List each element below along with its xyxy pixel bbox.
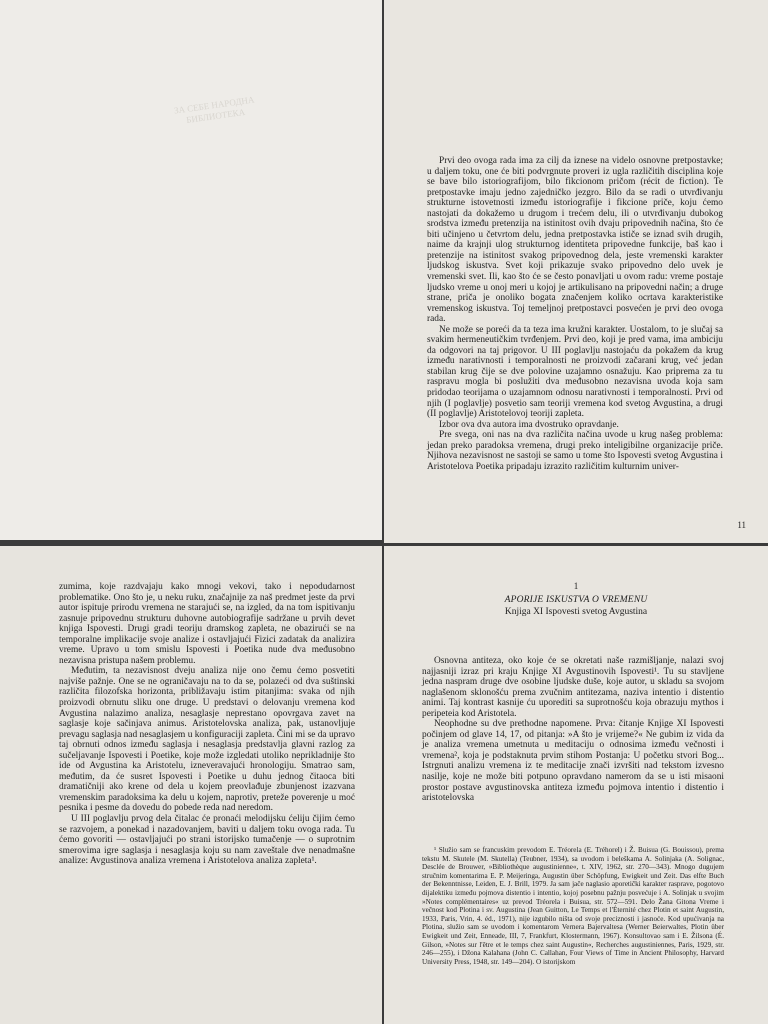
footnote	[422, 846, 724, 966]
blank-page	[0, 0, 382, 540]
paragraph: Međutim, ta nezavisnost dveju analiza nije ono čemu ćemo posvetiti najviše pažnje. One se ne ograničavaju na to da se, polazeći od dva suštinski različita filozofska horizonta, približavaju istim pitanjima: svaka od njih proizvodi obrnutu sliku one druge. U predstavi o delovanju vremena kod Avgustina nalazimo analiza, nesaglasje neprestano opovrgava zavet na saglasje koje sačinjava animus. Aristotelovska analiza, pak, ustanovljuje prevagu saglasja nad nesaglasjem u konfiguraciji zapleta. Čini mi se da upravo taj obrnuti odnos između saglasja i nesaglasja predstavlja glavni razlog za sučeljavanje Ispovesti i Poetike, koje može izgledati utoliko neprikladnije što ide od Avgustina ka Aristotelu, izneveravajući hronologiju. Smatrao sam, međutim, da će susret Ispovesti i Poetike u duhu jednog čitaoca biti dramatičniji ako krene od dela u kojem preovlađuje zbunjenost izazvana vremenskim paradoksima ka delu u kojem, naprotiv, preteže poverenje u moć pesnika i pesme da dovedu do pobede reda nad neredom.	[59, 666, 355, 814]
chapter-number: 1	[573, 581, 579, 591]
paragraph: Osnovna antiteza, oko koje će se okretati naše razmišljanje, nalazi svoj najjasniji izraz pri kraju Knjige XI Avgustinovih Ispovesti¹. Tu su stavljene jedna naspram druge dve osobine ljudske duše, koje autor, u skladu sa svojom naglašenom sklonošću prema zvučnim antitezama, naziva intentio i distentio animi. Taj kontrast kasnije ću uporediti sa suprotnošću koja obrazuju mythos i peripeteia kod Aristotela.	[422, 656, 724, 719]
paragraph: U III poglavlju prvog dela čitalac će pronaći melodijsku ćeliju čijim ćemo se razvojem, a ponekad i nazadovanjem, baviti u daljem toku ovoga rada. Tu ćemo govoriti — ostavljajući po strani istorijsko tumačenje — o suprotnim smerovima igre saglasja i nesaglasja koju su nam zaveštale dve nenadmašne analize: Avgustinova analiza vremena i Aristotelova analiza zapleta¹.	[59, 814, 355, 867]
page-12	[0, 546, 382, 1024]
page-11-body	[427, 156, 723, 472]
paragraph: Neophodne su dve prethodne napomene. Prva: čitanje Knjige XI Ispovesti počinjem od glave 14, 17, od pitanja: »A što je vrijeme?« Ne gubim iz vida da je analiza vremena umetnuta u meditaciju o odnosima između večnosti i vremena², koja je podstaknuta prvim stihom Postanja: U početku stvori Bog... Istrgnuti analizu vremena iz te meditacije znači izvršiti nad tekstom izvesno nasilje, koje ne može biti potpuno opravdano namerom da se u isti misaoni prostor postave avgustinovska antiteza između pojmova intentio i distentio i aristotelovska	[422, 719, 724, 804]
footnote-text: ¹ Služio sam se francuskim prevodom E. Tréorela (E. Tréhorel) i Ž. Buisua (G. Bouissou), prema tekstu M. Skutele (M. Skutella) (Teubner, 1934), sa uvodom i beleškama A. Solinjaka (A. Solignac, Desclée de Brouwer, »Bibliothèque augustinienne«, t. XIV, 1962, str. 270—343). Mnogo dugujem stručnim komentarima E. P. Meijeringa, Augustin über Schöpfung, Ewigkeit und Zeit. Das elfte Buch der Bekenntnisse, Leiden, E. J. Brill, 1979. Ja sam jače naglasio aporetički karakter rasprave, pogotovo dijalektiku između pojmova distentio i intentio, kojoj posebnu pažnju posvećuje i A. Solinjak u svojim »Notes complémentaires« uz prevod Tréorela i Buisua, str. 572—591. Delo Žana Gitona Vreme i večnost kod Plotina i sv. Augustina (Jean Guitton, Le Temps et l'Éternité chez Plotin et saint Augustin, 1933, Paris, Vrin, 4. éd., 1971), nije izgubilo ništa od svoje preciznosti i jasnoće. Kod upućivanja na Plotina, služio sam se uvodom i komentarom Vernera Bajervaltesa (Werner Beierwaltes, Plotin über Ewigkeit und Zeit, Enneade, III, 7, Frankfurt, Klostermann, 1967). Konsultovao sam i E. Žilsona (É. Gilson, »Notes sur l'être et le temps chez saint Augustin«, Recherches augustiniennes, Paris, 1929, str. 246—255), i Džona Kalahana (John C. Callahan, Four Views of Time in Ancient Philosophy, Harvard University Press, 1948, str. 149—204). O istorijskom	[422, 846, 724, 966]
faint-bleed-through: ЗА СЕБЕ НАРОДНА БИБЛИОТЕКА	[173, 94, 255, 126]
paragraph: Ne može se poreći da ta teza ima kružni karakter. Uostalom, to je slučaj sa svakim hermeneutičkim tvrđenjem. Prvi deo, koji je pred vama, ima ambiciju da odgovori na taj prigovor. U III poglavlju nastojaću da pokažem da krug između narativnosti i temporalnosti ne proizvodi začarani krug, već jedan stabilan krug čije se dve polovine uzajamno osnažuju. Kao priprema za tu raspravu mogla bi poslužiti dva međusobno nezavisna uvoda koja sam pridodao teorijama o uzajamnom odnosu narativnosti i temporalnosti. Prvi od njih (I poglavlje) posvetio sam teoriji vremena kod svetog Avgustina, a drugi (II poglavlje) Aristotelovoj teoriji zapleta.	[427, 324, 723, 420]
page-13	[384, 546, 768, 1024]
paragraph: Pre svega, oni nas na dva različita načina uvode u krug našeg problema: jedan preko paradoksa vremena, drugi preko inteligibilne organizacije priče. Njihova nezavisnost ne sastoji se samo u tome što Ispovesti svetog Avgustina i Aristotelova Poetika pripadaju izrazito različitim kulturnim univer-	[427, 430, 723, 472]
paragraph: Izbor ova dva autora ima dvostruko opravdanje.	[439, 419, 619, 430]
chapter-subtitle: Knjiga XI Ispovesti svetog Avgustina	[504, 607, 648, 617]
page-11	[384, 0, 768, 543]
page-12-body	[59, 582, 355, 867]
page-number: 11	[737, 520, 746, 530]
paragraph: zumima, koje razdvajaju kako mnogi vekovi, tako i nepodudarnost problematike. Ono što je, u neku ruku, značajnije za naš predmet jeste da prvi autor ispituje prirodu vremena ne starajući se, na izgled, da na tom ispitivanju zasnuje pripovednu strukturu duhovne autobiografije sadržane u prvih devet knjiga Ispovesti. Drugi gradi teoriju dramskog zapleta, ne obazirući se na temporalne implikacije svoje analize i ostavljajući Fizici zadatak da analizira vreme. Upravo u tom smislu Ispovesti i Poetika nude dva međusobno nezavisna pristupa našem problemu.	[59, 582, 355, 666]
chapter-title: APORIJE ISKUSTVA O VREMENU	[504, 595, 648, 605]
paragraph: Prvi deo ovoga rada ima za cilj da iznese na videlo osnovne pretpostavke; u daljem toku, one će biti podvrgnute proveri iz ugla različitih disciplina koje se bave bilo istoriografijom, bilo fikcionom pričom (récit de fiction). Te pretpostavke imaju jedno zajedničko jezgro. Bilo da se radi o utvrđivanju strukturne istovetnosti između istoriografije i fikcione priče, koju ćemo nastojati da dokažemo u drugom i trećem delu, ili o utvrđivanju dubokog srodstva između pretenzija na istinitost ovih dvaju pripovednih načina, što će biti učinjeno u četvrtom delu, jedna pretpostavka ističe se iznad svih drugih, naime da krajnji ulog strukturnog identiteta pripovedne funkcije, baš kao i pretenzije na istinitost svakog pripovednog dela, jeste vremenski karakter ljudskog iskustva. Svet koji prikazuje svako pripovedno delo uvek je vremenski svet. Ili, kao što će se često ponavljati u ovom radu: vreme postaje ljudsko vreme u onoj meri u kojoj je artikulisano na pripovedni način; a druge strane, priča je onoliko bogata značenjem koliko ocrtava karakteristike vremenskog iskustva. Toj temeljnoj pretpostavci posvećen je prvi deo ovoga rada.	[427, 156, 723, 325]
page-13-body	[422, 656, 724, 804]
